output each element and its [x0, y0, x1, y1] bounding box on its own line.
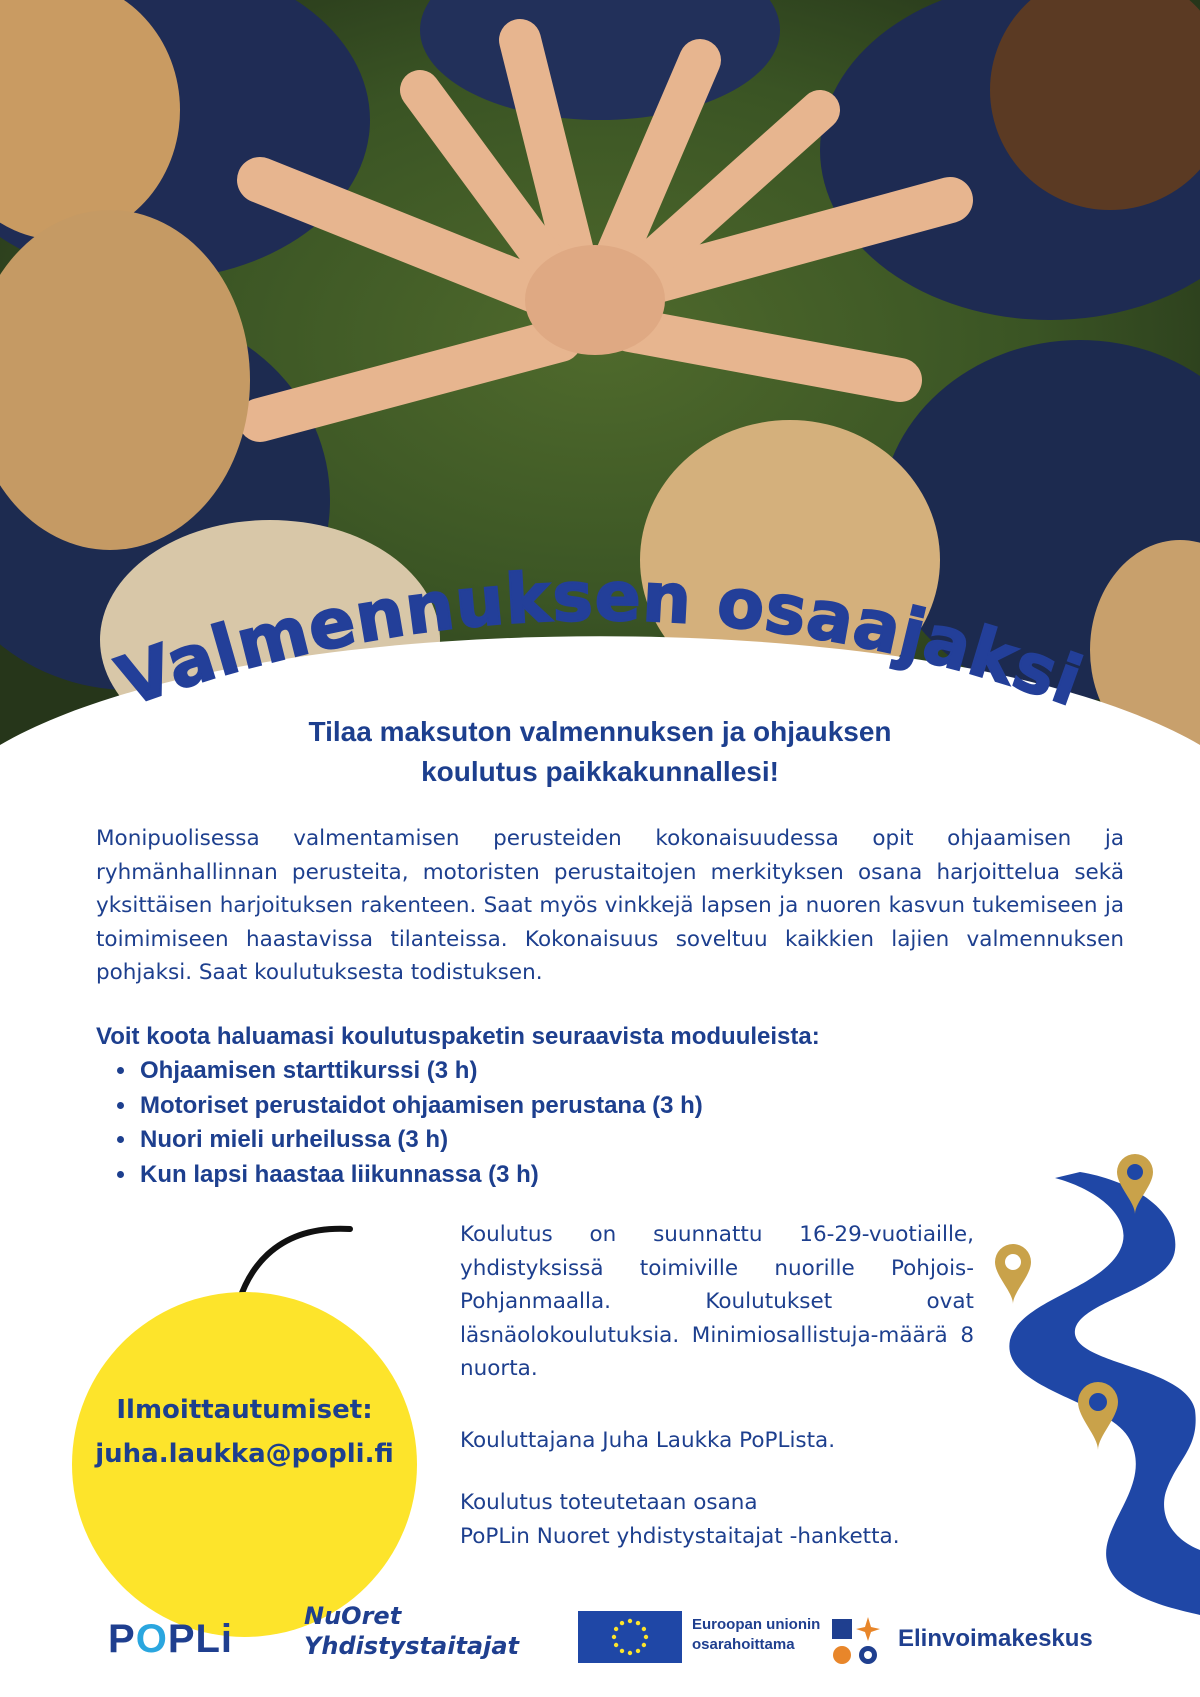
module-item: • Motoriset perustaidot ohjaamisen perustana (3 h) [138, 1089, 1124, 1124]
modules-title: Voit koota haluamasi koulutuspaketin seuraavista moduuleista: [96, 1023, 820, 1050]
trainer-text: Kouluttajana Juha Laukka PoPLista. [460, 1428, 836, 1453]
registration-block [72, 1388, 417, 1476]
target-group-text: Koulutus on suunnattu 16-29-vuotiaille, yhdistyksissä toimiville nuorille Pohjois-Pohjanmaalla. Koulutukset ovat läsnäolokoulutuksia. Minimiosallistuja-määrä 8 nuorta. [460, 1222, 974, 1381]
elinvoimakeskus-logo-text: Elinvoimakeskus [898, 1625, 1093, 1652]
subtitle-line-2: koulutus paikkakunnallesi! [421, 756, 779, 787]
partner-logos [0, 1595, 1200, 1685]
river-path-graphic [960, 1150, 1200, 1620]
headline-text: Valmennuksen osaajaksi [108, 557, 1093, 723]
svg-text:Valmennuksen osaajaksi [108, 558, 1092, 723]
subtitle-line-1: Tilaa maksuton valmennuksen ja ohjauksen [308, 716, 892, 747]
map-pin-icon [1078, 1382, 1118, 1450]
registration-label: Ilmoittautumiset: [116, 1395, 373, 1425]
intro-paragraph: Monipuolisessa valmentamisen perusteiden kokonaisuudessa opit ohjaamisen ja ryhmänhallinnan perusteita, motoristen perustaitojen merkityksen osana harjoittelua sekä yksittäisen harjoituksen rakenteen. Saat myös vinkkejä lapsen ja nuoren kasvun tukemiseen ja toimimiseen haastavissa tilanteissa. Kokonaisuus soveltuu kaikkien lajien valmennuksen pohjaksi. Saat koulutuksesta todistuksen. [96, 826, 1124, 985]
eu-flag-icon [578, 1611, 682, 1663]
module-item: • Nuori mieli urheilussa (3 h) [138, 1123, 1124, 1158]
project-line-2: PoPLin Nuoret yhdistystaitajat -hanketta. [460, 1523, 900, 1549]
module-item: • Ohjaamisen starttikurssi (3 h) [138, 1054, 1124, 1089]
elinvoimakeskus-emblem-icon [828, 1613, 884, 1669]
project-text [460, 1486, 974, 1553]
map-pin-icon [995, 1244, 1031, 1304]
project-line-1: Koulutus toteutetaan osana [460, 1490, 758, 1515]
nuoret-yhdistystaitajat-logo: NuOret Yhdistystaitajat [304, 1602, 520, 1660]
module-item: • Kun lapsi haastaa liikunnassa (3 h) [138, 1158, 1124, 1193]
subtitle [150, 712, 1050, 792]
registration-email[interactable]: juha.laukka@popli.fi [95, 1439, 394, 1469]
eu-funding-text: Euroopan unionin osarahoittama [692, 1616, 821, 1653]
popli-logo: POPLi [108, 1617, 234, 1661]
